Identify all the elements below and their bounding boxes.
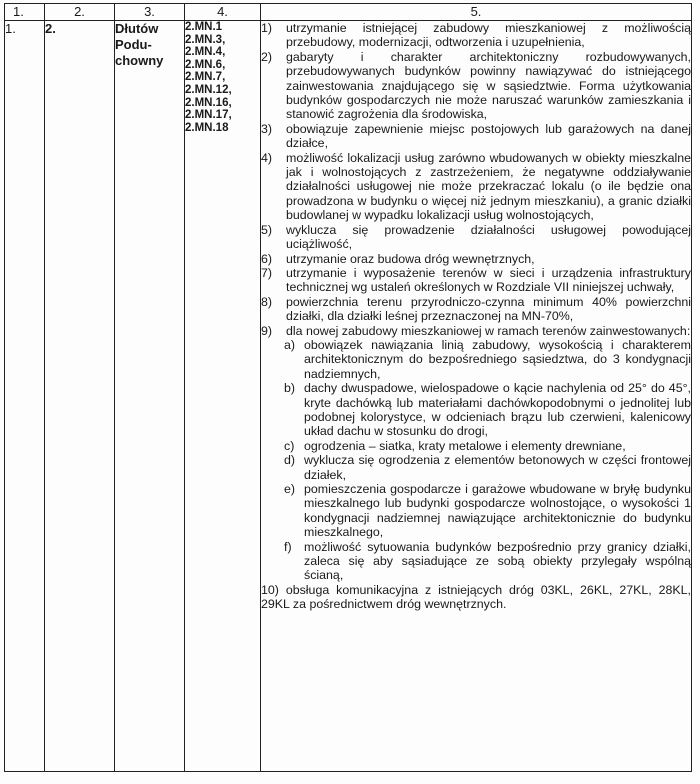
subitem-text: ogrodzenia – siatka, kraty metalowe i elementy drewniane, [304,438,626,453]
zone-code: 2.MN.4, [185,46,226,59]
area-number: 2. [45,21,56,36]
subitem-letter: c) [284,438,295,453]
regulation-item-7 [261,266,691,295]
regulation-subitem-b [261,381,691,439]
item-number: 9) [261,323,273,338]
subitem-letter: b) [284,381,296,396]
table-row [5,21,692,772]
regulation-item-4 [261,151,691,223]
regulation-subitem-e [261,482,691,540]
subitem-text: dachy dwuspadowe, wielospadowe o kącie nachylenia od 25° do 45°, kryte dachówką lub materiałami dachówkopodobnymi o jednolitej lub podobnej kolorystyce, w odcieniach brązu lub czerwieni, kalenicowy układ dachu w stosunku do drogi, [304,381,691,439]
subitem-text: możliwość sytuowania budynków bezpośrednio przy granicy działki, zaleca się aby sąsiadujące ze sobą obiekty przylegały wspólną ścianą, [304,539,691,583]
item-number: 7) [261,265,273,280]
item-number: 2) [261,49,273,64]
item-number: 4) [261,150,273,165]
subitem-text: pomieszczenia gospodarcze i garażowe wbudowane w bryłę budynku mieszkalnego lub budynki gospodarcze wolnostojące, o wysokości 1 kondygnacji nadziemnej nawiązujące architektonicznie do budynku mieszkalnego, [304,482,691,540]
row-number: 1. [5,21,16,36]
regulation-item-5 [261,223,691,252]
item-number: 3) [261,121,273,136]
item-text: możliwość lokalizacji usług zarówno wbudowanych w obiekty mieszkalne jak i wolnostojących z zastrzeżeniem, że negatywne oddziaływanie działalności usługowej nie może przekraczać lokalu (o ile będzie ona prowadzona w budynku o więcej niż jednym mieszkaniu), a granic działki budowlanej w wypadku lokalizacji usług wolnostojących, [286,150,691,223]
regulation-item-10 [261,583,691,612]
item-text: obsługa komunikacyjna z istniejących dróg 03KL, 26KL, 27KL, 28KL, 29KL za pośrednictwem dróg wewnętrznych. [261,582,691,612]
item-number: 5) [261,222,273,237]
header-col-5: 5. [261,4,692,21]
regulation-subitem-f [261,540,691,583]
regulation-item-2 [261,50,691,122]
regulation-item-1 [261,21,691,50]
subitem-text: wyklucza się ogrodzenia z elementów betonowych w części frontowej działek, [304,453,691,482]
regulation-subitem-d [261,453,691,482]
item-text: dla nowej zabudowy mieszkaniowej w ramach terenów zainwestowanych: [286,323,691,338]
zone-code: 2.MN.3, [185,33,226,46]
area-number-cell [45,21,115,772]
item-number: 8) [261,294,273,309]
subitem-letter: a) [284,337,296,352]
item-text: powierzchnia terenu przyrodniczo-czynna minimum 40% powierzchni działki, dla działki leśnej przeznaczonej na MN-70%, [286,294,691,324]
zone-code: 2.MN.16, [185,96,232,109]
regulation-item-6 [261,252,691,266]
item-number: 1) [261,21,273,35]
regulations-table [4,3,692,772]
subitem-letter: d) [284,453,296,468]
subitem-text: obowiązek nawiązania linią zabudowy, wysokością i charakterem architektonicznym do bezpośredniego sąsiedztwa, do 3 kondygnacji nadziemnych, [304,337,691,381]
locality-cell [115,21,185,772]
locality-name-line-1: Dłutów [115,21,159,36]
locality-name-line-2: Podu- [115,37,152,52]
regulation-subitem-a [261,338,691,381]
regulations-cell [261,21,692,772]
header-row [5,4,692,21]
regulation-subitem-c [261,439,691,453]
zone-code: 2.MN.6, [185,58,226,71]
item-number: 10) [261,582,279,597]
regulation-item-3 [261,122,691,151]
item-text: utrzymanie i wyposażenie terenów w sieci i urządzenia infrastruktury technicznej wg ustaleń określonych w Rozdziale VII niniejszej uchwały, [286,265,691,295]
header-col-3: 3. [115,4,185,21]
subitem-letter: e) [284,482,296,496]
item-number: 6) [261,251,273,266]
zone-codes-cell [185,21,261,772]
zone-code: 2.MN.12, [185,83,232,96]
header-col-2: 2. [45,4,115,21]
zone-code: 2.MN.17, [185,109,232,122]
item-text: utrzymanie istniejącej zabudowy mieszkaniowej z możliwością przebudowy, modernizacji, odtworzenia i uzupełnienia, [286,21,691,50]
subitem-letter: f) [284,539,292,554]
zone-code: 2.MN.7, [185,71,226,84]
item-text: gabaryty i charakter architektoniczny rozbudowywanych, przebudowywanych budynków powinny nawiązywać do istniejącego zainwestowania znajdującego się w sąsiedztwie. Forma użytkowania budynków gospodarczych nie może naruszać warunków zamieszkania i stanowić zagrożenia dla środowiska, [286,49,691,122]
regulation-item-9 [261,324,691,338]
zone-code: 2.MN.1 [185,21,223,33]
item-text: wyklucza się prowadzenie działalności usługowej powodującej uciążliwość, [286,222,691,252]
item-text: utrzymanie oraz budowa dróg wewnętrznych, [286,251,535,266]
header-col-4: 4. [185,4,261,21]
row-number-cell [5,21,45,772]
locality-name-line-3: chowny [115,53,164,68]
zone-code: 2.MN.18 [185,121,229,134]
regulation-item-8 [261,295,691,324]
item-text: obowiązuje zapewnienie miejsc postojowych lub garażowych na danej działce, [286,121,691,151]
header-col-1: 1. [5,4,45,21]
